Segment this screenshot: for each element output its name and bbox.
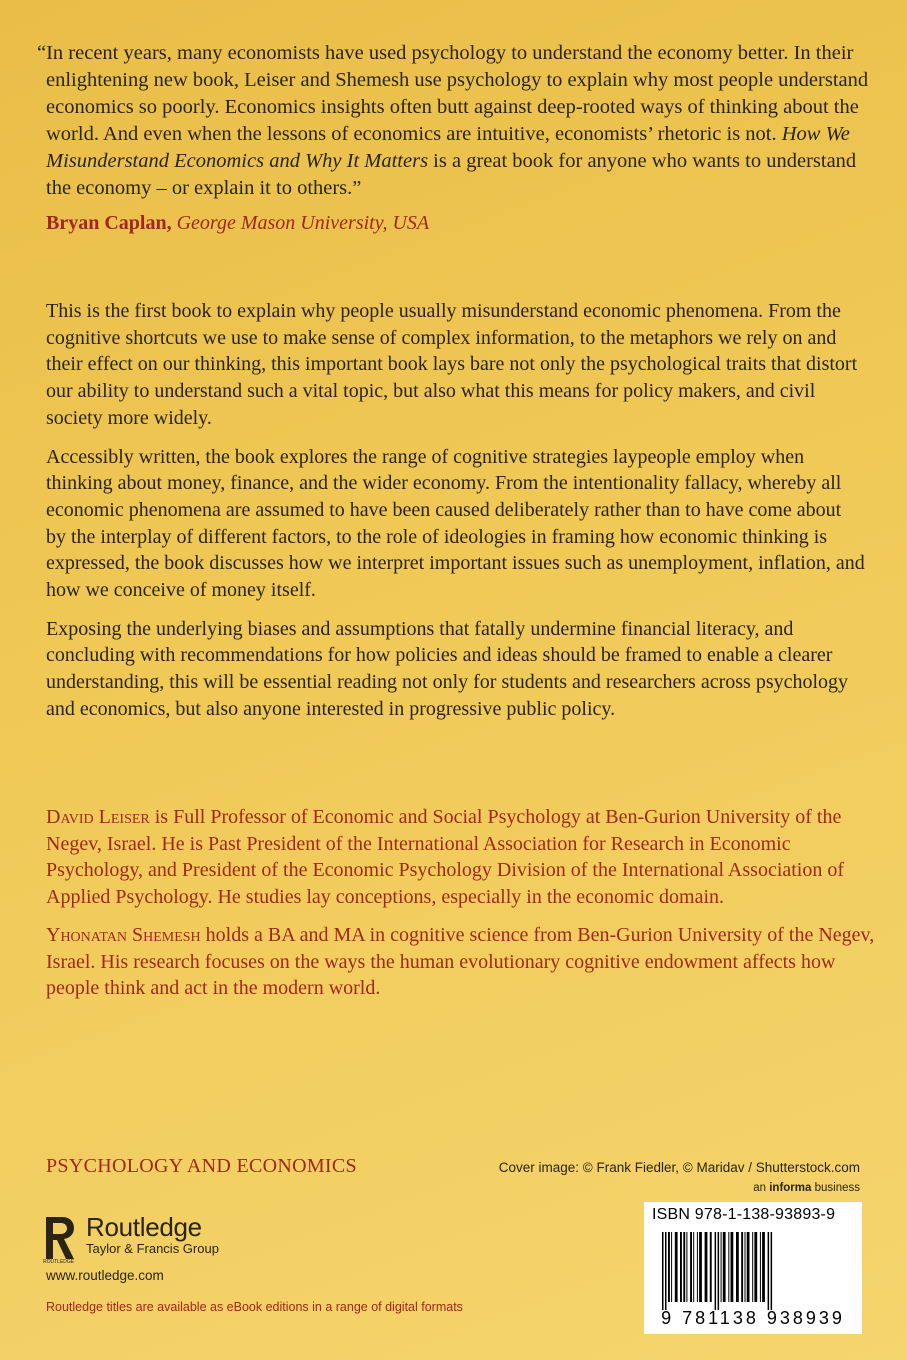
book-description bbox=[46, 298, 866, 735]
barcode-bar bbox=[710, 1232, 712, 1302]
barcode-bars bbox=[654, 1232, 854, 1310]
endorsement-quote bbox=[34, 40, 879, 237]
barcode-bar bbox=[754, 1232, 757, 1302]
author-bio-1: David Leiser is Full Professor of Economic and Social Psychology at Ben-Gurion University of the Negev, Israel. He is Past President of the International Association for Research in Economic Psychology, and President of the Economic Psychology Division of the International Association of Applied Psychology. He studies lay conceptions, especially in the economic domain. bbox=[46, 806, 845, 908]
book-title: How We Misunderstand Economics and Why It Matters bbox=[46, 123, 850, 172]
author-name-2: Yhonatan Shemesh bbox=[46, 924, 201, 946]
description-paragraph-2: Accessibly written, the book explores the range of cognitive strategies laypeople employ when thinking about money, finance, and the wider economy. From the intentionality fallacy, whereby all economic phenomena are assumed to have been caused deliberately rather than to have come about by the interplay of different factors, to the role of ideologies in framing how economic thinking is expressed, the book discusses how we interpret important issues such as unemployment, inflation, and how we conceive of money itself. bbox=[46, 445, 865, 602]
ebook-note: Routledge titles are available as eBook editions in a range of digital formats bbox=[46, 1300, 463, 1314]
barcode-bar bbox=[699, 1232, 702, 1302]
barcode-bar bbox=[752, 1232, 753, 1302]
barcode-bar bbox=[731, 1232, 734, 1302]
isbn-barcode bbox=[644, 1202, 862, 1334]
barcode-bar bbox=[697, 1232, 698, 1302]
barcode-bar bbox=[668, 1232, 670, 1302]
barcode-bar bbox=[675, 1232, 678, 1302]
barcode-bar bbox=[665, 1232, 667, 1310]
routledge-r-icon bbox=[40, 1213, 80, 1265]
description-paragraph-3: Exposing the underlying biases and assumptions that fatally undermine financial literacy, and concluding with recommendations for how policies and ideas should be framed to enable a clearer understanding, this will be essential reading not only for students and researchers across psychology and economics, but also anyone interested in progressive public policy. bbox=[46, 617, 849, 720]
quote-text: “In recent years, many economists have used psychology to understand the economy better. In their enlightening new book, Leiser and Shemesh use psychology to explain why most people understand economics so poorly. Economics insights often butt against deep-rooted ways of thinking about the world. And even when the lessons of economics are intuitive, economists’ rhetoric is not. How We Misunderstand Economics and Why It Matters is a great book for anyone who wants to understand the economy – or explain it to others.” bbox=[37, 42, 869, 199]
barcode-bar bbox=[693, 1232, 694, 1302]
barcode-bar bbox=[718, 1232, 720, 1310]
attribution-institution: George Mason University, USA bbox=[176, 212, 430, 234]
publisher-url: www.routledge.com bbox=[46, 1268, 164, 1283]
series-name: PSYCHOLOGY AND ECONOMICS bbox=[46, 1155, 357, 1177]
barcode-bar bbox=[680, 1232, 682, 1302]
barcode-bar bbox=[728, 1232, 729, 1302]
publisher-name: Routledge bbox=[86, 1212, 202, 1242]
barcode-bar bbox=[723, 1232, 726, 1302]
barcode-bar bbox=[671, 1232, 672, 1302]
barcode-bar bbox=[683, 1232, 685, 1302]
barcode-bar bbox=[686, 1232, 687, 1302]
cover-credit: Cover image: © Frank Fiedler, © Maridav / Shutterstock.com bbox=[498, 1160, 860, 1175]
barcode-bar bbox=[705, 1232, 708, 1302]
attribution-name: Bryan Caplan, bbox=[46, 212, 172, 234]
author-name-1: David Leiser bbox=[46, 806, 150, 828]
barcode-bar bbox=[747, 1232, 750, 1302]
barcode-bar bbox=[762, 1232, 765, 1302]
barcode-bar bbox=[662, 1232, 664, 1310]
description-paragraph-1: This is the first book to explain why people usually misunderstand economic phenomena. From the cognitive shortcuts we use to make sense of complex information, to the metaphors we rely on and their effect on our thinking, this important book lays bare not only the psychological traits that distort our ability to understand such a vital topic, but also what this means for policy makers, and civil society more widely. bbox=[46, 300, 858, 429]
svg-text:ROUTLEDGE: ROUTLEDGE bbox=[43, 1259, 75, 1265]
barcode-bar bbox=[771, 1232, 773, 1310]
barcode-digits: 9 781138 938939 bbox=[661, 1308, 845, 1328]
barcode-bar bbox=[741, 1232, 743, 1302]
barcode-bar bbox=[760, 1232, 761, 1302]
author-bio-2: Yhonatan Shemesh holds a BA and MA in cognitive science from Ben-Gurion University of the Negev, Israel. His research focuses on the ways the human evolutionary cognitive endowment affects how people think and act in the modern world. bbox=[46, 924, 875, 999]
barcode-bar bbox=[745, 1232, 746, 1302]
informa-business: an informa business bbox=[753, 1182, 860, 1194]
isbn-label: ISBN 978-1-138-93893-9 bbox=[652, 1206, 836, 1223]
quote-attribution bbox=[46, 210, 879, 237]
routledge-logo bbox=[40, 1213, 219, 1265]
barcode-bar bbox=[690, 1232, 692, 1302]
barcode-bar bbox=[721, 1232, 722, 1302]
author-bios bbox=[46, 804, 876, 1014]
publisher-group: Taylor & Francis Group bbox=[86, 1241, 219, 1256]
barcode-bar bbox=[736, 1232, 739, 1302]
barcode-bar bbox=[768, 1232, 770, 1310]
barcode-bar bbox=[715, 1232, 717, 1310]
